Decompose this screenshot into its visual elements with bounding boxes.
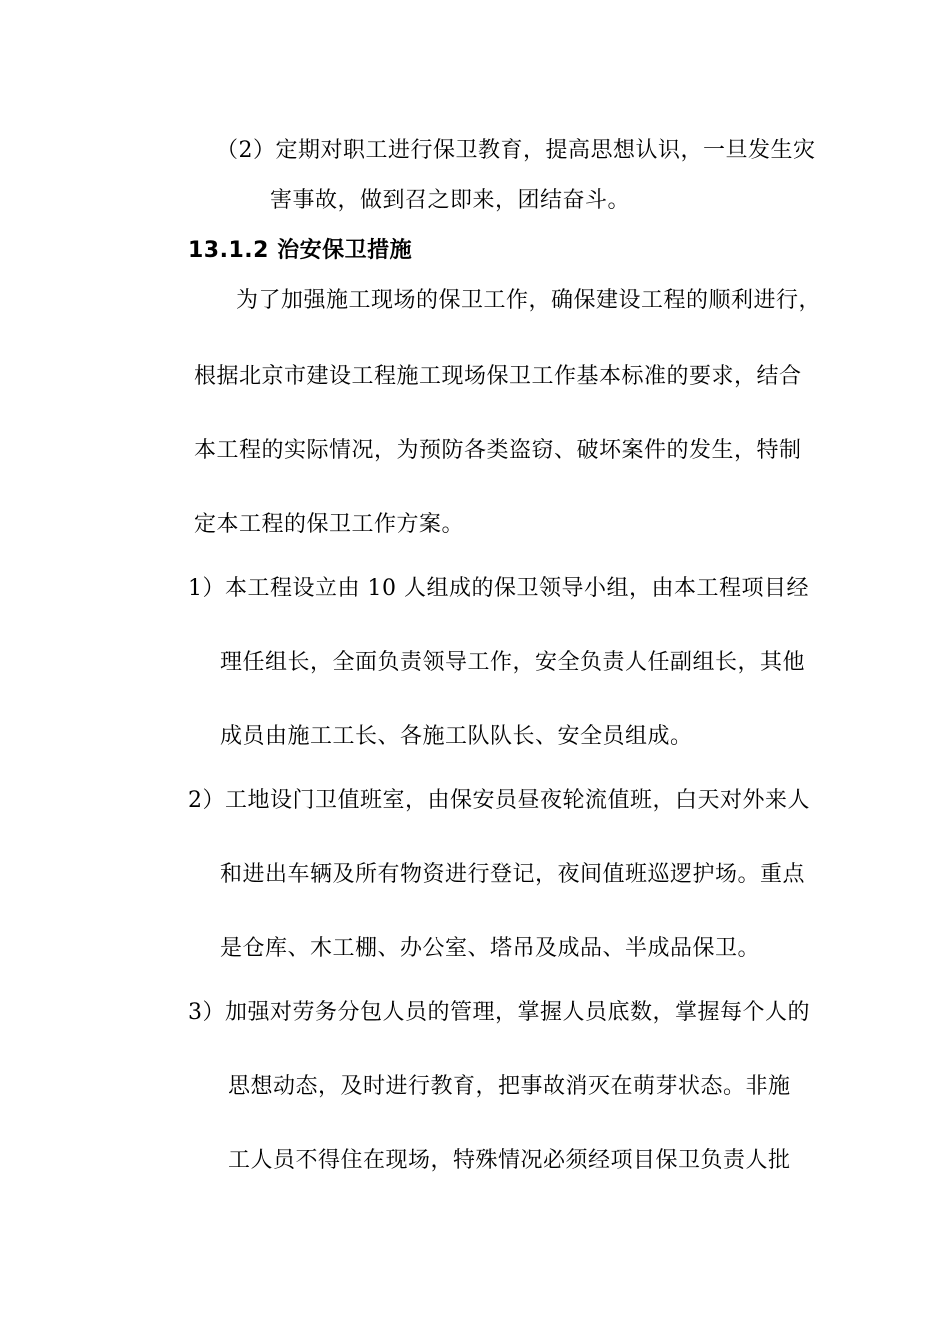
section-heading: 13.1.2 治安保卫措施	[188, 238, 413, 263]
item-2-line-1: （2）定期对职工进行保卫教育，提高思想认识，一旦发生灾	[216, 138, 816, 163]
item-2-line-2: 害事故，做到召之即来，团结奋斗。	[270, 188, 631, 213]
intro-line-3: 本工程的实际情况，为预防各类盗窃、破坏案件的发生，特制	[194, 438, 802, 463]
point-1-line-2: 理任组长，全面负责领导工作，安全负责人任副组长，其他	[220, 650, 806, 675]
intro-line-1: 为了加强施工现场的保卫工作，确保建设工程的顺利进行，	[236, 288, 822, 313]
point-2-line-1: 2）工地设门卫值班室，由保安员昼夜轮流值班，白天对外来人	[188, 788, 810, 813]
point-1-line-1: 1）本工程设立由 10 人组成的保卫领导小组，由本工程项目经	[188, 576, 809, 601]
point-2-line-2: 和进出车辆及所有物资进行登记，夜间值班巡逻护场。重点	[220, 862, 806, 887]
point-2-line-3: 是仓库、木工棚、办公室、塔吊及成品、半成品保卫。	[220, 936, 761, 961]
point-3-line-1: 3）加强对劳务分包人员的管理，掌握人员底数，掌握每个人的	[188, 1000, 810, 1025]
intro-line-4: 定本工程的保卫工作方案。	[194, 512, 465, 537]
point-3-line-3: 工人员不得住在现场，特殊情况必须经项目保卫负责人批	[228, 1148, 791, 1173]
point-1-line-3: 成员由施工工长、各施工队队长、安全员组成。	[220, 724, 693, 749]
intro-line-2: 根据北京市建设工程施工现场保卫工作基本标准的要求，结合	[194, 364, 802, 389]
point-3-line-2: 思想动态，及时进行教育，把事故消灭在萌芽状态。非施	[228, 1074, 791, 1099]
